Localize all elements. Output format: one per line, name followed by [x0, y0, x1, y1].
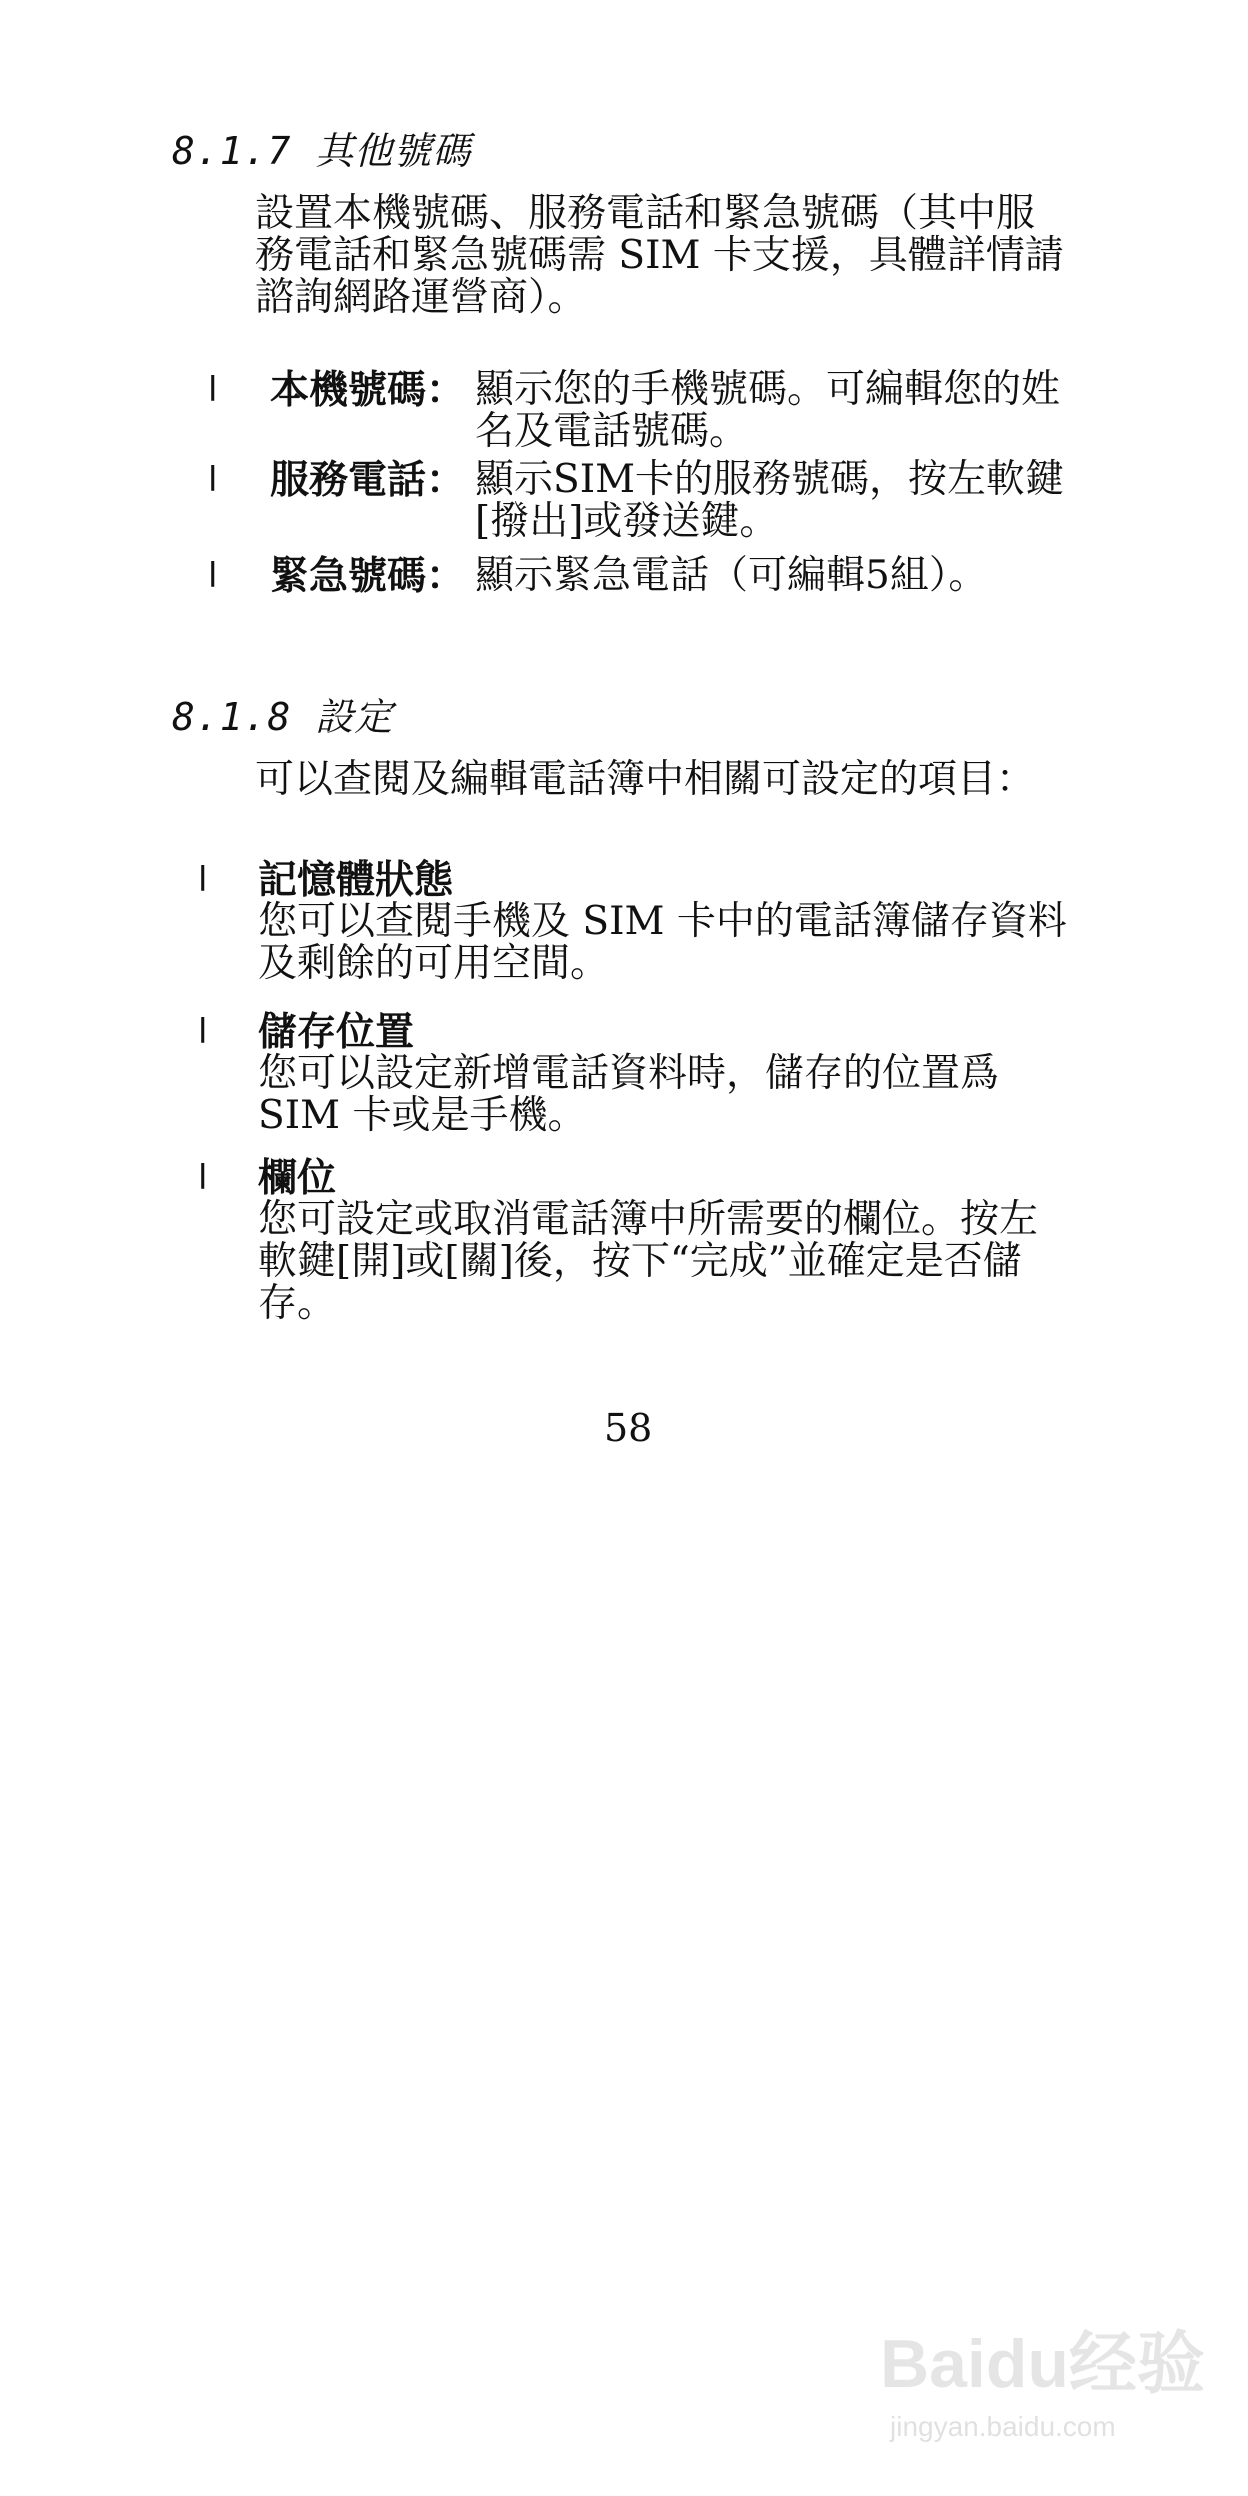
- watermark: [880, 2310, 1205, 2443]
- subsection-description: 軟鍵[開]或[關]後，按下“完成”並確定是否儲: [258, 1239, 1022, 1284]
- subsection-description: 及剩餘的可用空間。: [258, 941, 610, 986]
- term-label: 本機號碼：: [270, 367, 466, 413]
- bullet-marker: l: [208, 556, 218, 596]
- bullet-marker: l: [208, 370, 218, 410]
- term-label: 緊急號碼：: [270, 553, 466, 599]
- section-intro: 可以查閱及編輯電話簿中相關可設定的項目：: [255, 757, 1036, 802]
- bullet-marker: l: [198, 1158, 208, 1198]
- term-description: 顯示SIM卡的服務號碼，按左軟鍵: [475, 457, 1065, 502]
- term-description: [撥出]或發送鍵。: [475, 499, 779, 544]
- section-heading-8-1-7: 8.1.7 其他號碼: [172, 129, 472, 173]
- section-intro-line: 務電話和緊急號碼需 SIM 卡支援，具體詳情請: [255, 233, 1064, 278]
- subsection-description: 您可以設定新增電話資料時，儲存的位置爲: [258, 1051, 1000, 1096]
- bullet-marker: l: [208, 460, 218, 500]
- subsection-description: 您可以查閱手機及 SIM 卡中的電話簿儲存資料: [258, 899, 1067, 944]
- watermark-url: jingyan.baidu.com: [890, 2411, 1116, 2442]
- term-label: 服務電話：: [270, 457, 466, 503]
- subsection-description: SIM 卡或是手機。: [258, 1093, 587, 1138]
- section-heading-8-1-8: 8.1.8 設定: [172, 695, 394, 739]
- section-intro-line: 設置本機號碼、服務電話和緊急號碼（其中服: [255, 191, 1036, 236]
- subsection-title: 欄位: [258, 1155, 337, 1201]
- bullet-marker: l: [198, 860, 208, 900]
- term-description: 顯示您的手機號碼。可編輯您的姓: [475, 367, 1061, 412]
- subsection-title: 儲存位置: [258, 1009, 415, 1055]
- subsection-title: 記憶體狀態: [258, 857, 454, 903]
- page-number: 58: [604, 1406, 653, 1450]
- section-intro-line: 諮詢網路運營商）。: [255, 275, 587, 320]
- subsection-description: 您可設定或取消電話簿中所需要的欄位。按左: [258, 1197, 1039, 1242]
- watermark-logo: Baidu经验: [880, 2326, 1205, 2402]
- term-description: 顯示緊急電話（可編輯5組）。: [475, 553, 988, 598]
- term-description: 名及電話號碼。: [475, 409, 749, 454]
- subsection-description: 存。: [258, 1281, 337, 1326]
- bullet-marker: l: [198, 1012, 208, 1052]
